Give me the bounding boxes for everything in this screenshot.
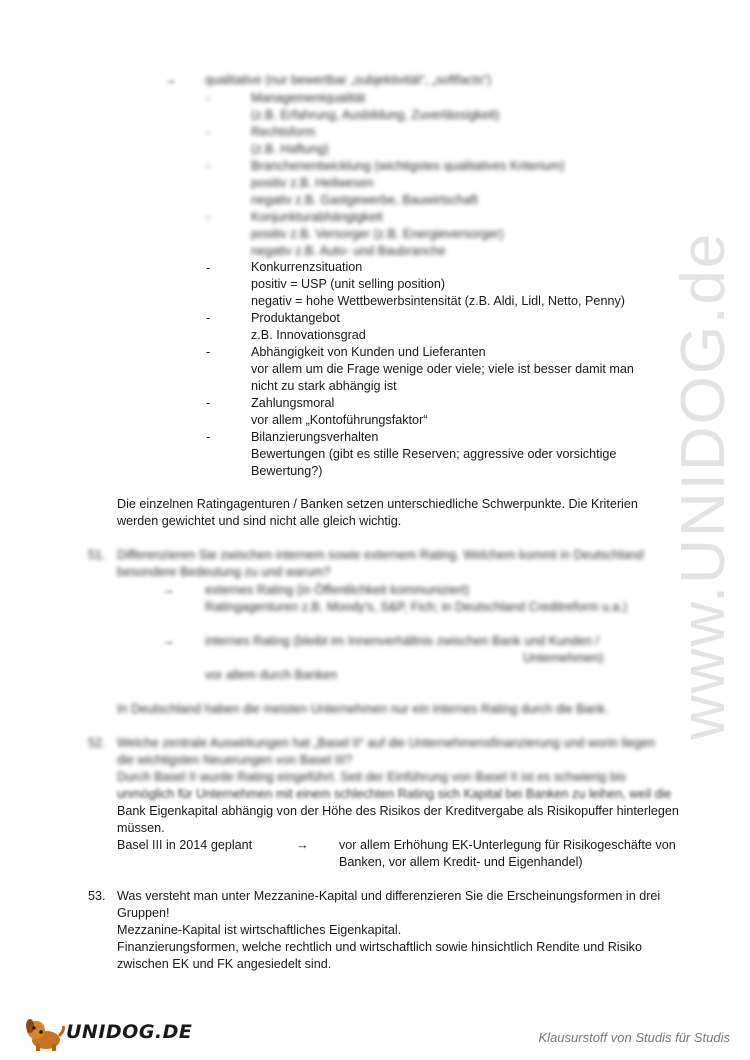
question-number: 53.	[88, 889, 106, 903]
question-text: die wichtigsten Neuerungen von Basel III?	[117, 753, 353, 767]
answer-text: In Deutschland haben die meisten Unternehmen nur ein internes Rating durch die Bank.	[117, 702, 609, 716]
basel3-text: Banken, vor allem Kredit- und Eigenhandel)	[339, 855, 583, 869]
item-sub: negativ z.B. Auto- und Baubranche	[251, 244, 446, 258]
bullet: -	[206, 396, 211, 410]
bullet: -	[206, 261, 211, 275]
answer-text: Bank Eigenkapital abhängig von der Höhe des Risikos der Kreditvergabe als Risikopuffer hinterlegen	[117, 804, 679, 818]
summary-line: Die einzelnen Ratingagenturen / Banken setzen unterschiedliche Schwerpunkte. Die Kriterien	[117, 497, 638, 511]
item-label: Branchenentwicklung (wichtigstes qualitatives Kriterium)	[251, 159, 565, 173]
item-sub: negativ = hohe Wettbewerbsintensität (z.B. Aldi, Lidl, Netto, Penny)	[251, 294, 625, 308]
bullet: -	[206, 91, 211, 105]
item-label: Managementqualität	[251, 91, 366, 105]
bullet: -	[206, 159, 211, 173]
basel3-text: vor allem Erhöhung EK-Unterlegung für Risikogeschäfte von	[339, 838, 676, 852]
item-sub: nicht zu stark abhängig ist	[251, 379, 397, 393]
arrow-icon: →	[164, 73, 177, 87]
int-rating: internes Rating (bleibt im Innenverhältnis zwischen Bank und Kunden /	[205, 634, 600, 648]
answer-text: Mezzanine-Kapital ist wirtschaftliches Eigenkapital.	[117, 923, 402, 937]
bullet: -	[206, 210, 211, 224]
bullet: -	[206, 311, 211, 325]
answer-text: müssen.	[117, 821, 165, 835]
int-rating: Unternehmen)	[523, 651, 604, 665]
question-text: Was versteht man unter Mezzanine-Kapital und differenzieren Sie die Erscheinungsformen in drei	[117, 889, 661, 903]
footer-tagline: Klausurstoff von Studis für Studis	[538, 1030, 730, 1045]
item-sub: positiv z.B. Heilwesen	[251, 176, 374, 190]
summary-line: werden gewichtet und sind nicht alle gleich wichtig.	[117, 514, 402, 528]
answer-text: Finanzierungsformen, welche rechtlich und wirtschaftlich sowie hinsichtlich Rendite und Risiko	[117, 940, 642, 954]
item-sub: (z.B. Erfahrung, Ausbildung, Zuverlässigkeit)	[251, 108, 500, 122]
answer-text: zwischen EK und FK angesiedelt sind.	[117, 957, 332, 971]
arrow-icon: →	[296, 838, 309, 852]
item-label: Zahlungsmoral	[251, 396, 335, 410]
bullet: -	[206, 430, 211, 444]
item-label: Bilanzierungsverhalten	[251, 430, 379, 444]
int-rating: vor allem durch Banken	[205, 668, 338, 682]
item-sub: Bewertung?)	[251, 464, 323, 478]
item-sub: Bewertungen (gibt es stille Reserven; aggressive oder vorsichtige	[251, 447, 617, 461]
basel3-label: Basel III in 2014 geplant	[117, 838, 253, 852]
bullet: -	[206, 125, 211, 139]
answer-text: unmöglich für Unternehmen mit einem schlechten Rating sich Kapital bei Banken zu leihen, weil die	[117, 787, 672, 801]
question-text: besondere Bedeutung zu und warum?	[117, 565, 331, 579]
item-label: Abhängigkeit von Kunden und Lieferanten	[251, 345, 486, 359]
question-number: 52.	[88, 736, 106, 750]
item-sub: negativ z.B. Gastgewerbe, Bauwirtschaft	[251, 193, 478, 207]
logo-text: UNIDOG.DE	[66, 1021, 193, 1043]
dog-icon	[22, 1016, 66, 1052]
item-label: Produktangebot	[251, 311, 340, 325]
question-text: Differenzieren Sie zwischen internem sowie externem Rating. Welchem kommt in Deutschland	[117, 548, 644, 562]
item-label: Konjunkturabhängigkeit	[251, 210, 383, 224]
question-number: 51.	[88, 548, 106, 562]
item-sub: (z.B. Haftung)	[251, 142, 329, 156]
item-sub: vor allem um die Frage wenige oder viele; viele ist besser damit man	[251, 362, 634, 376]
answer-text: Durch Basel II wurde Rating eingeführt. Seit der Einführung von Basel II ist es schwierig bis	[117, 770, 626, 784]
item-label: Rechtsform	[251, 125, 316, 139]
arrow-icon: →	[162, 634, 175, 648]
question-text: Welche zentrale Auswirkungen hat „Basel II“ auf die Unternehmensfinanzierung und worin liegen	[117, 736, 656, 750]
question-text: Gruppen!	[117, 906, 170, 920]
unidog-logo[interactable]	[22, 1016, 193, 1052]
item-sub: positiv = USP (unit selling position)	[251, 277, 446, 291]
item-sub: vor allem „Kontoführungsfaktor“	[251, 413, 428, 427]
watermark: www.UNIDOG.de	[669, 231, 738, 740]
item-label: Konkurrenzsituation	[251, 260, 363, 274]
arrow-icon: →	[162, 583, 175, 597]
ext-rating: Ratingagenturen z.B. Moody's, S&P, Fich; in Deutschland Creditreform u.a.)	[205, 600, 628, 614]
ext-rating: externes Rating (in Öffentlichkeit kommuniziert)	[205, 583, 470, 597]
qual-header: qualitative (nur bewertbar „subjektivität“, „softfacts“)	[205, 73, 492, 87]
bullet: -	[206, 345, 211, 359]
item-sub: z.B. Innovationsgrad	[251, 328, 366, 342]
item-sub: positiv z.B. Versorger (z.B. Energieversorger)	[251, 227, 504, 241]
